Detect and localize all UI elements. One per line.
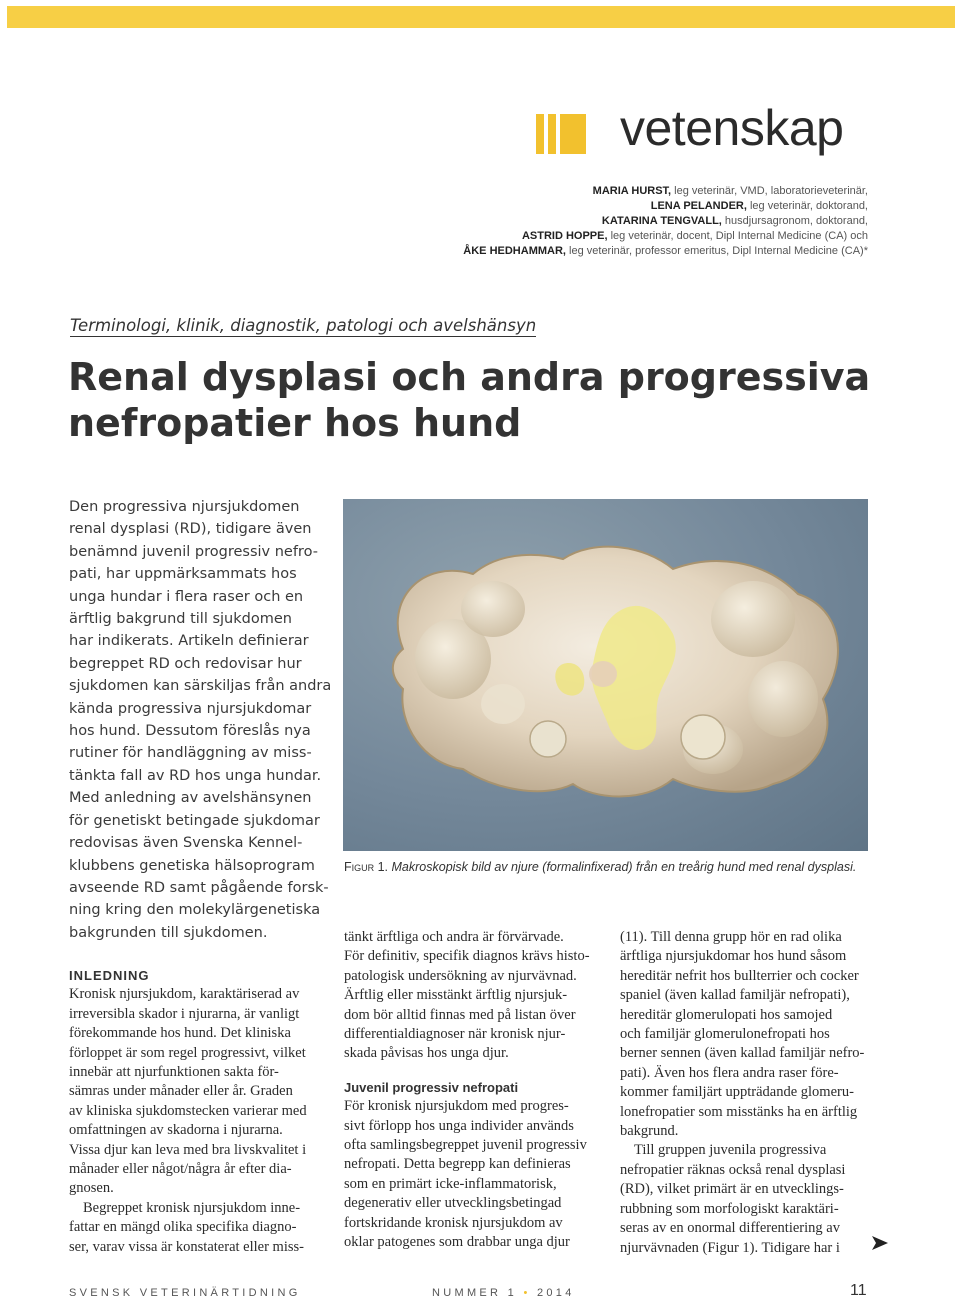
text-line: hos hund. Dessutom föreslås nya <box>69 723 311 740</box>
continue-arrow-icon <box>872 1236 888 1250</box>
paragraph <box>620 928 870 1141</box>
text-line: nefropatier räknas också renal dysplasi <box>620 1161 846 1178</box>
text-line: Begreppet kronisk njursjukdom inne- <box>83 1199 301 1216</box>
paragraph <box>69 985 319 1198</box>
text-line: gnosen. <box>69 1180 114 1197</box>
text-line: seras av en onormal differentiering av <box>620 1220 840 1237</box>
author-line: ÅKE HEDHAMMAR, leg veterinär, professor emeritus, Dipl Internal Medicine (CA)* <box>463 245 868 257</box>
top-color-bar <box>7 6 955 28</box>
text-line: fortskridande kronisk njursjukdom av <box>344 1214 563 1231</box>
text-line: ning kring den molekylärgenetiska <box>69 902 321 919</box>
text-line: dom bör alltid finnas med på listan över <box>344 1006 576 1023</box>
text-line: njurvävnaden (Figur 1). Tidigare har i <box>620 1239 840 1256</box>
text-line: kommer familjärt uppträdande glomeru- <box>620 1084 854 1101</box>
text-line: Vissa djur kan leva med bra livskvalitet i <box>69 1141 307 1158</box>
text-line: (RD), vilket primärt är en utvecklings- <box>620 1181 844 1198</box>
kidney-photo <box>343 499 868 851</box>
text-line: ärftlig bakgrund till sjukdomen <box>69 611 292 628</box>
figure-caption-text: Makroskopisk bild av njure (formalinfixerad) från en treårig hund med renal dysplasi. <box>388 860 857 874</box>
text-line: begreppet RD och redovisar hur <box>69 655 302 672</box>
author-line: KATARINA TENGVALL, husdjursagronom, doktorand, <box>601 215 868 227</box>
text-line: benämnd juvenil progressiv nefro- <box>69 543 318 560</box>
text-line: För definitiv, specifik diagnos krävs histo- <box>344 948 590 965</box>
article-kicker: Terminologi, klinik, diagnostik, patologi och avelshänsyn <box>70 316 537 335</box>
text-line: ärftliga njursjukdomar hos hund såsom <box>620 948 847 965</box>
text-line: för genetiskt betingade sjukdomar <box>69 812 320 829</box>
text-line: irreversibla skador i njurarna, är vanligt <box>69 1005 300 1022</box>
text-line: innebär att njurfunktionen sakta för- <box>69 1064 279 1081</box>
text-line: rutiner för handläggning av miss- <box>69 745 312 762</box>
text-line: berner sennen (även kallad familjär nefro- <box>620 1045 865 1062</box>
text-line: av kliniska sjukdomstecken varierar med <box>69 1102 307 1119</box>
text-line: renal dysplasi (RD), tidigare även <box>69 521 312 538</box>
text-line: unga hundar i flera raser och en <box>69 588 304 605</box>
text-line: ofta samlingsbegreppet juvenil progressiv <box>344 1137 587 1154</box>
text-line: bakgrund. <box>620 1123 679 1140</box>
column-3 <box>620 928 870 1258</box>
text-line: som en primärt icke-inflammatorisk, <box>344 1175 557 1192</box>
paragraph <box>344 928 592 1064</box>
title-line: Renal dysplasi och andra progressiva <box>68 355 871 399</box>
text-line: och familjär glomerulonefropati hos <box>620 1026 830 1043</box>
text-line: Med anledning av avelshänsynen <box>69 790 312 807</box>
text-line: sämras under månader eller år. Graden <box>69 1083 293 1100</box>
text-line: klubbens genetiska hälsoprogram <box>69 857 315 874</box>
author-line: LENA PELANDER, leg veterinär, doktorand, <box>650 200 868 212</box>
column-2 <box>344 928 592 1253</box>
text-line: redovisas även Svenska Kennel- <box>69 835 303 852</box>
text-line: förloppet är som regel progressivt, vilket <box>69 1044 306 1061</box>
text-line: skada påvisas hos unga djur. <box>344 1045 509 1062</box>
text-line: har indikerats. Artikeln definierar <box>69 633 309 650</box>
text-line: pati). Även hos flera andra raser före- <box>620 1064 839 1081</box>
title-line: nefropatier hos hund <box>68 401 522 445</box>
column-1 <box>69 966 319 1257</box>
text-line: fattar en mängd olika specifika diagno- <box>69 1219 297 1236</box>
paragraph <box>344 1097 592 1252</box>
text-line: månader eller något/några år efter dia- <box>69 1161 292 1178</box>
text-line: nefropati. Detta begrepp kan definieras <box>344 1156 571 1173</box>
section-title: vetenskap <box>620 100 844 156</box>
text-line: differentialdiagnoser när kronisk njur- <box>344 1026 566 1043</box>
text-line: hereditär glomerulopati hos samojed <box>620 1006 833 1023</box>
text-line: För kronisk njursjukdom med progres- <box>344 1098 569 1115</box>
text-line: omfattningen av skadorna i njurarna. <box>69 1122 283 1139</box>
text-line: Den progressiva njursjukdomen <box>69 499 300 515</box>
figure-caption <box>344 858 864 876</box>
issue-info: NUMMER 1 • 2014 <box>432 1287 575 1299</box>
text-line: (11). Till denna grupp hör en rad olika <box>620 929 842 945</box>
text-line: tänkta fall av RD hos unga hundar. <box>69 767 322 784</box>
text-line: Ärftlig eller misstänkt ärftlig njursjuk- <box>344 987 568 1004</box>
author-line: MARIA HURST, leg veterinär, VMD, laboratorieveterinär, <box>592 185 868 197</box>
text-line: hereditär nefrit hos bullterrier och cocker <box>620 967 859 984</box>
figure-label: Figur 1. <box>344 860 389 874</box>
paragraph <box>620 1141 870 1257</box>
text-line: tänkt ärftliga och andra är förvärvade. <box>344 929 564 945</box>
text-line: kända progressiva njursjukdomar <box>69 700 312 717</box>
text-line: degenerativ eller utvecklingsbetingad <box>344 1195 562 1212</box>
text-line: förekommande hos hund. Det kliniska <box>69 1025 291 1042</box>
text-line: sivt förlopp hos unga individer används <box>344 1117 574 1134</box>
text-line: rubbning som morfologiskt karaktäri- <box>620 1200 839 1217</box>
section-heading-juvenil: Juvenil progressiv nefropati <box>344 1079 519 1095</box>
text-line: avseende RD samt pågående forsk- <box>69 879 329 896</box>
article-title <box>68 354 871 446</box>
page-number: 11 <box>850 1282 867 1299</box>
paragraph <box>69 1199 319 1257</box>
section-logo-icon <box>536 114 586 154</box>
text-line: Kronisk njursjukdom, karaktäriserad av <box>69 986 300 1003</box>
text-line: oklar patogenes som drabbar unga djur <box>344 1234 570 1251</box>
text-line: Till gruppen juvenila progressiva <box>634 1142 827 1159</box>
text-line: spaniel (även kallad familjär nefropati), <box>620 987 850 1004</box>
text-line: bakgrunden till sjukdomen. <box>69 924 268 941</box>
text-line: patologisk undersökning av njurvävnad. <box>344 967 577 984</box>
text-line: pati, har uppmärksammats hos <box>69 566 297 583</box>
text-line: sjukdomen kan särskiljas från andra <box>69 678 332 695</box>
journal-name: SVENSK VETERINÄRTIDNING <box>69 1287 301 1299</box>
text-line: lonefropatier som misstänks ha en ärftlig <box>620 1103 858 1120</box>
lead-paragraph <box>69 496 332 944</box>
author-list <box>228 184 868 259</box>
section-heading-inledning: INLEDNING <box>69 968 150 983</box>
text-line: ser, varav vissa är konstaterat eller miss- <box>69 1238 304 1255</box>
author-line: ASTRID HOPPE, leg veterinär, docent, Dipl Internal Medicine (CA) och <box>521 230 868 242</box>
